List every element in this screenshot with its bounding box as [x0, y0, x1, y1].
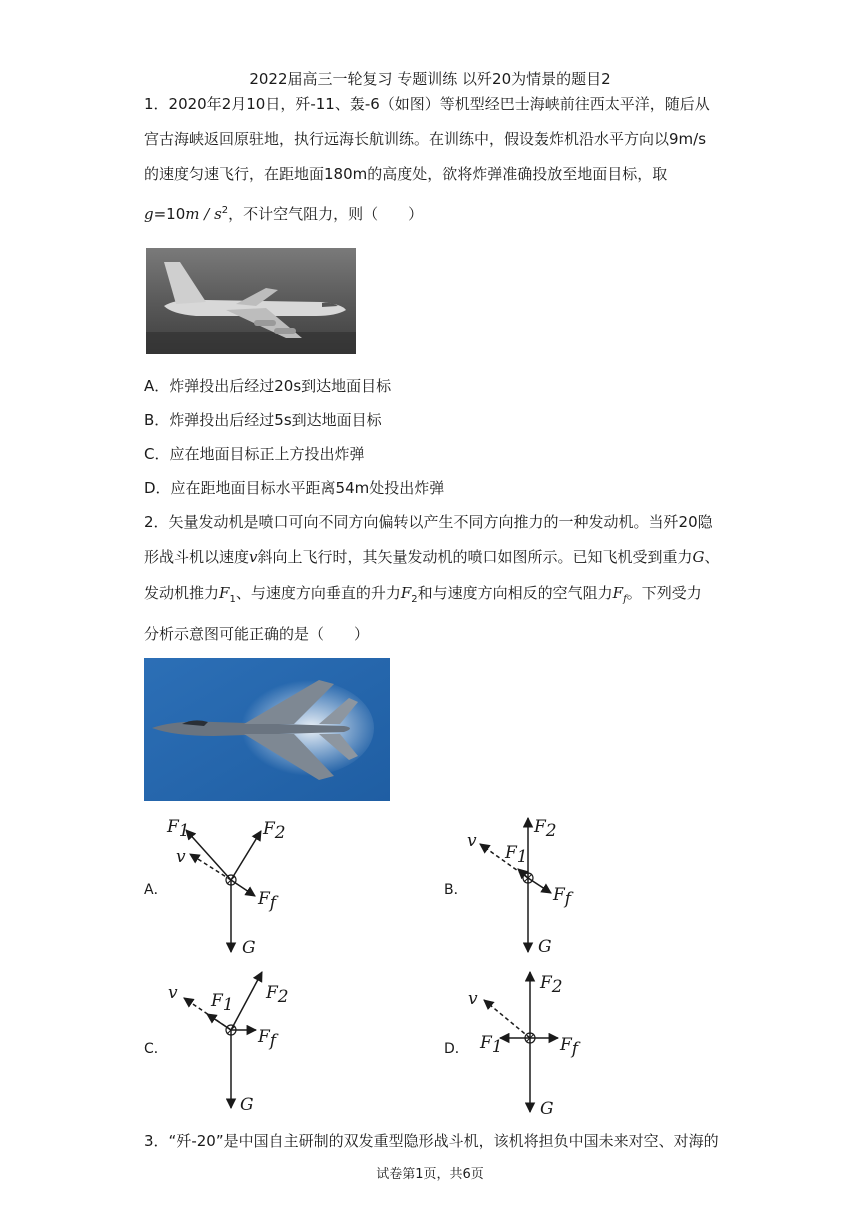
diagram-d-v-label: v [468, 989, 478, 1009]
symbol-v: v [249, 548, 258, 566]
q1-line-1: 1．2020年2月10日，歼-11、轰-6（如图）等机型经巴士海峡前往西太平洋，随后从 [144, 95, 710, 113]
q1-option-d: D．应在距地面目标水平距离54m处投出炸弹 [144, 479, 445, 497]
q1-line-2: 宫古海峡返回原驻地，执行远海长航训练。在训练中，假设轰炸机沿水平方向以9m/s [144, 130, 707, 148]
diagram-a [166, 817, 286, 958]
diagram-d-g-label: G [540, 1099, 554, 1119]
symbol-f1-sub: 1 [229, 594, 236, 605]
symbol-g: G [692, 548, 705, 566]
diagram-b-g-label: G [538, 937, 552, 957]
formula-exponent: 2 [221, 205, 229, 216]
q2-option-a-label: A． [144, 882, 168, 898]
diagram-a-ff-arrow [231, 880, 255, 896]
q2-option-d-label: D． [444, 1041, 469, 1057]
diagram-b-v-label: v [467, 831, 477, 851]
q2-option-c-label: C． [144, 1041, 168, 1057]
diagram-b-f2-label: F2 [534, 817, 557, 841]
diagram-a-f2-label: F2 [263, 819, 286, 843]
diagram-c [168, 972, 289, 1115]
symbol-ff: F [612, 584, 624, 602]
q2-line-1: 2．矢量发动机是喷口可向不同方向偏转以产生不同方向推力的一种发动机。当歼20隐 [144, 513, 713, 531]
diagram-c-f2-arrow [231, 972, 262, 1030]
page-footer: 试卷第1页，共6页 [376, 1167, 484, 1182]
diagram-c-g-label: G [240, 1095, 254, 1115]
q3-line-1: 3．“歼-20”是中国自主研制的双发重型隐形战斗机，该机将担负中国未来对空、对海的 [144, 1132, 719, 1150]
diagram-d-f1-label: F1 [480, 1033, 503, 1057]
diagram-c-v-label: v [168, 983, 178, 1003]
q2-line-4: 分析示意图可能正确的是（ ） [144, 625, 370, 643]
diagram-d-ff-label: Ff [560, 1035, 579, 1059]
q2-option-b-label: B． [444, 882, 468, 898]
diagram-c-ff-label: Ff [258, 1027, 277, 1051]
page-title: 2022届高三一轮复习 专题训练 以歼20为情景的题目2 [249, 70, 611, 88]
diagram-c-f1-label: F1 [211, 991, 234, 1015]
diagram-b [467, 817, 574, 957]
diagram-b-f1-label: F1 [505, 843, 528, 867]
symbol-f2: F [400, 584, 412, 602]
diagram-b-ff-arrow [528, 878, 551, 893]
q1-option-b: B．炸弹投出后经过5s到达地面目标 [144, 411, 382, 429]
q1-line-3: 的速度匀速飞行，在距地面180m的高度处，欲将炸弹准确投放至地面目标，取 [144, 165, 668, 183]
diagram-b-ff-label: Ff [553, 885, 572, 909]
diagram-c-f1-arrow [207, 1014, 231, 1030]
formula-unit: m / s [185, 205, 222, 223]
q2-line-3-d: 。下列受力 [626, 584, 702, 602]
q1-option-c: C．应在地面目标正上方投出炸弹 [144, 445, 365, 463]
q2-line-3-b: 、与速度方向垂直的升力 [235, 584, 401, 602]
diagram-a-f1-label: F1 [167, 817, 190, 841]
diagram-a-ff-label: Ff [258, 889, 277, 913]
q2-line-2-a: 形战斗机以速度 [144, 548, 250, 566]
diagram-a-f2-arrow [231, 831, 261, 880]
formula-g: g [144, 205, 154, 223]
q2-line-3-c: 和与速度方向相反的空气阻力 [417, 584, 613, 602]
symbol-f2-sub: 2 [411, 594, 418, 605]
diagram-c-f2-label: F2 [266, 983, 289, 1007]
q1-option-a: A．炸弹投出后经过20s到达地面目标 [144, 377, 392, 395]
diagram-a-v-label: v [176, 847, 186, 867]
q2-line-2-b: 斜向上飞行时，其矢量发动机的喷口如图所示。已知飞机受到重力 [257, 548, 693, 566]
diagram-d-f2-label: F2 [540, 973, 563, 997]
diagram-a-g-label: G [242, 938, 256, 958]
symbol-f1: F [219, 584, 230, 602]
symbol-ff-sub: f [623, 594, 627, 605]
q2-line-2-c: 、 [704, 548, 720, 566]
diagram-d [468, 972, 581, 1119]
q1-line-4-rest: ，不计空气阻力，则（ ） [228, 205, 424, 223]
formula-equals: =10 [153, 205, 186, 223]
q2-line-3-a: 发动机推力 [144, 584, 220, 602]
